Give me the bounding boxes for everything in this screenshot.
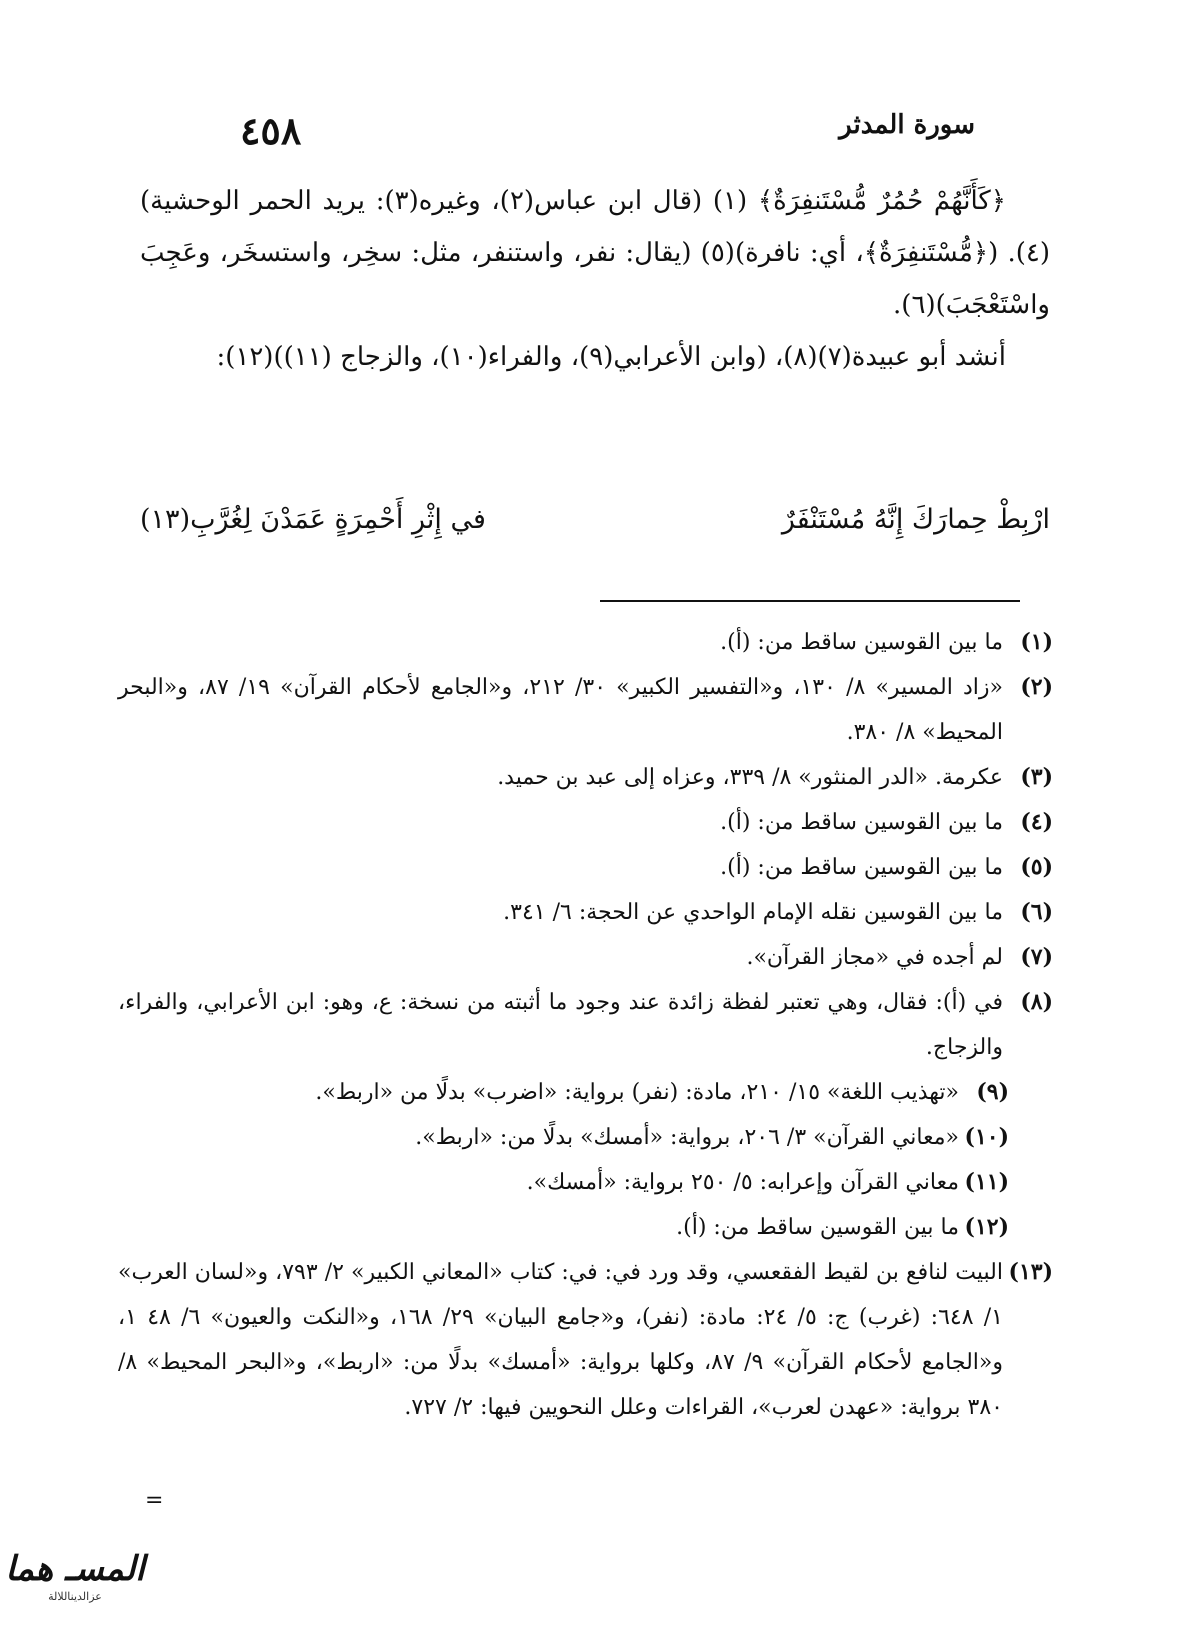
footnote-number: (٣) bbox=[1020, 764, 1053, 790]
verse-first-hemistich: ارْبِطْ حِمارَكَ إِنَّهُ مُسْتَنْفَرٌ bbox=[781, 504, 1050, 535]
footnote-text: في (أ): فقال، وهي تعتبر لفظة زائدة عند وجود ما أثبته من نسخة: ع، وهو: ابن الأعرابي، والفراء، والزجاج. bbox=[118, 990, 1003, 1060]
footnote-number: (٢) bbox=[1020, 674, 1053, 700]
poetry-verse bbox=[140, 504, 1050, 535]
footnotes bbox=[118, 620, 1053, 1430]
library-stamp-logo bbox=[5, 1548, 145, 1628]
continuation-mark: = bbox=[145, 1488, 164, 1513]
footnote-number: (٥) bbox=[1020, 854, 1053, 880]
paragraph-1: ﴿كَأَنَّهُمْ حُمُرٌ مُّسْتَنفِرَةٌ﴾ (١) (قال ابن عباس(٢)، وغيره(٣): يريد الحمر الوحشية)(٤). (﴿مُّسْتَنفِرَةٌ﴾، أي: نافرة)(٥) (يقال: نفر، واستنفر، مثل: سخِر، واستسخَر، وعَجِبَ واسْتَعْجَبَ)(٦). bbox=[140, 186, 1050, 320]
footnote-number: (١) bbox=[1020, 629, 1053, 655]
footnote-13 bbox=[118, 1250, 1053, 1430]
footnote-6 bbox=[118, 890, 1053, 935]
footnote-text: لم أجده في «مجاز القرآن». bbox=[746, 945, 1003, 970]
footnote-2 bbox=[118, 665, 1053, 755]
footnote-text: البيت لنافع بن لقيط الفقعسي، وقد ورد في: في: كتاب «المعاني الكبير» ٢/ ٧٩٣، و«لسان العرب» ١/ ٦٤٨: (غرب) ج: ٥/ ٢٤: مادة: (نفر)، و«جامع البيان» ٢٩/ ١٦٨، و«النكت والعيون» ٦/ ٤٨ ١، و«الجامع لأحكام القرآن» ٩/ ٨٧، وكلها برواية: «أمسك» بدلًا من: «اربط»، و«البحر المحيط» ٨/ ٣٨٠ برواية: «عهدن لعرب»، القراءات وعلل النحويين فيها: ٢/ ٧٢٧. bbox=[118, 1260, 1003, 1420]
footnote-separator bbox=[600, 600, 1020, 602]
footnote-3 bbox=[118, 755, 1053, 800]
footnote-number: (٤) bbox=[1020, 809, 1053, 835]
footnote-text: ما بين القوسين ساقط من: (أ). bbox=[676, 1215, 959, 1240]
footnote-text: «تهذيب اللغة» ١٥/ ٢١٠، مادة: (نفر) برواية: «اضرب» بدلًا من «اربط». bbox=[315, 1080, 959, 1105]
footnote-number: (٦) bbox=[1020, 899, 1053, 925]
footnote-text: ما بين القوسين ساقط من: (أ). bbox=[720, 630, 1003, 655]
footnote-number: (١٣) bbox=[1008, 1259, 1053, 1285]
footnote-text: «زاد المسير» ٨/ ١٣٠، و«التفسير الكبير» ٣٠/ ٢١٢، و«الجامع لأحكام القرآن» ١٩/ ٨٧، و«البحر المحيط» ٨/ ٣٨٠. bbox=[118, 675, 1004, 745]
footnote-number: (٨) bbox=[1020, 989, 1053, 1015]
footnote-text: معاني القرآن وإعرابه: ٥/ ٢٥٠ برواية: «أمسك». bbox=[526, 1170, 959, 1195]
footnote-4 bbox=[118, 800, 1053, 845]
running-title: سورة المدثر bbox=[839, 110, 975, 140]
footnote-text: ما بين القوسين ساقط من: (أ). bbox=[720, 855, 1003, 880]
footnote-7 bbox=[118, 935, 1053, 980]
footnote-text: «معاني القرآن» ٣/ ٢٠٦، برواية: «أمسك» بدلًا من: «اربط». bbox=[415, 1125, 959, 1150]
page-number: ٤٥٨ bbox=[240, 108, 302, 153]
main-text bbox=[140, 175, 1050, 383]
footnote-number: (٧) bbox=[1020, 944, 1053, 970]
footnote-8 bbox=[118, 980, 1053, 1070]
verse-second-hemistich: في إِثْرِ أَحْمِرَةٍ عَمَدْنَ لِغُرَّبِ(١٣) bbox=[140, 504, 486, 535]
footnote-10 bbox=[118, 1115, 1053, 1160]
footnote-5 bbox=[118, 845, 1053, 890]
paragraph-2: أنشد أبو عبيدة(٧)(٨)، (وابن الأعرابي(٩)، والفراء(١٠)، والزجاج (١١))(١٢): bbox=[216, 342, 1006, 372]
footnote-number: (١٠) bbox=[964, 1124, 1009, 1150]
footnote-9 bbox=[118, 1070, 1053, 1115]
footnote-text: عكرمة. «الدر المنثور» ٨/ ٣٣٩، وعزاه إلى عبد بن حميد. bbox=[497, 765, 1003, 790]
footnote-11 bbox=[118, 1160, 1053, 1205]
stamp-sub-text: عزالديناللالة bbox=[48, 1590, 102, 1603]
footnote-number: (١١) bbox=[964, 1169, 1009, 1195]
footnote-1 bbox=[118, 620, 1053, 665]
footnote-text: ما بين القوسين ساقط من: (أ). bbox=[720, 810, 1003, 835]
stamp-main-text: المسـ هما bbox=[5, 1549, 145, 1589]
footnote-text: ما بين القوسين نقله الإمام الواحدي عن الحجة: ٦/ ٣٤١. bbox=[503, 900, 1003, 925]
footnote-number: (٩) bbox=[976, 1079, 1009, 1105]
page-header bbox=[140, 100, 975, 153]
footnote-number: (١٢) bbox=[964, 1214, 1009, 1240]
footnote-12 bbox=[118, 1205, 1053, 1250]
